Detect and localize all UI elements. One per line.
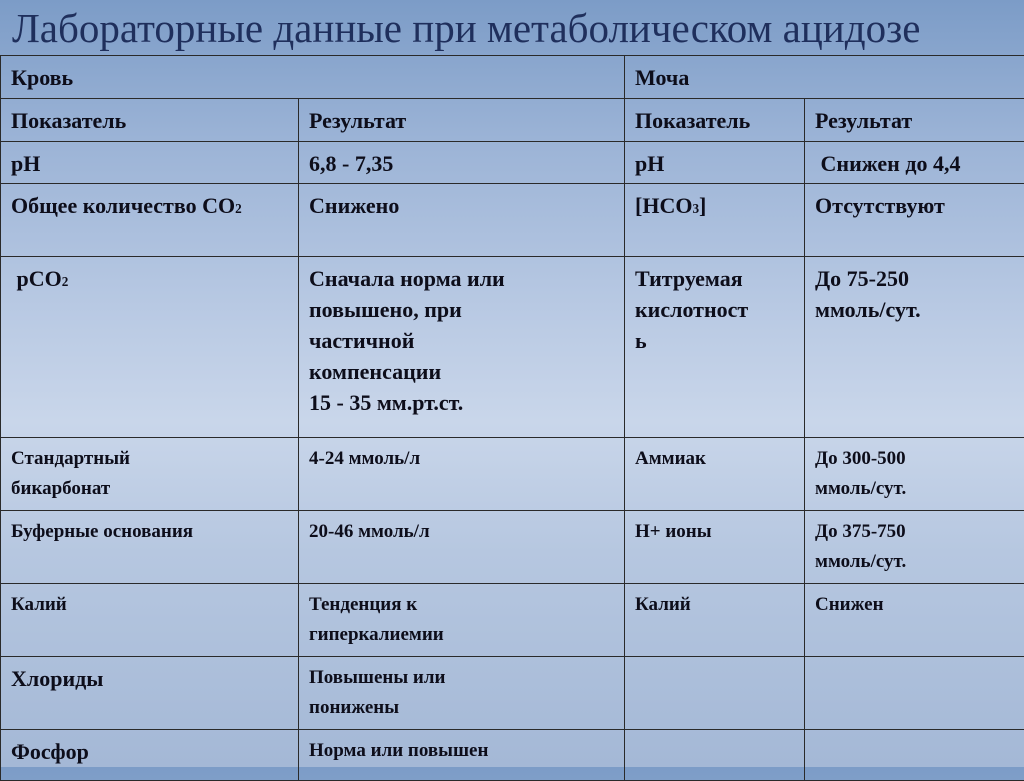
table-row-headers <box>1 99 1024 142</box>
result-line: 15 - 35 мм.рт.ст. <box>309 387 614 418</box>
header-blood-result: Результат <box>299 99 625 142</box>
result-line: ммоль/сут. <box>815 547 1014 577</box>
blood-indicator: pH <box>1 142 299 184</box>
urine-indicator <box>625 184 805 257</box>
result-line: До 300-500 <box>815 444 1014 474</box>
urine-result: Снижен <box>805 584 1024 657</box>
urine-result: Отсутствуют <box>805 184 1024 257</box>
subscript: 2 <box>62 274 69 289</box>
urine-result: Снижен до 4,4 <box>805 142 1024 184</box>
table-row <box>1 584 1024 657</box>
blood-result <box>299 257 625 438</box>
result-line: Сначала норма или <box>309 263 614 294</box>
urine-result <box>805 257 1024 438</box>
subscript: 2 <box>235 201 242 216</box>
blood-indicator: Буферные основания <box>1 511 299 584</box>
table-row-groups <box>1 56 1024 99</box>
indicator-line: Стандартный <box>11 444 288 474</box>
result-line: понижены <box>309 693 614 723</box>
table-row <box>1 438 1024 511</box>
header-blood-indicator: Показатель <box>1 99 299 142</box>
blood-indicator: Хлориды <box>1 657 299 730</box>
indicator-text: pCO <box>11 266 62 291</box>
result-line: Тенденция к <box>309 590 614 620</box>
urine-indicator: H+ ионы <box>625 511 805 584</box>
table-row <box>1 730 1024 781</box>
header-urine-indicator: Показатель <box>625 99 805 142</box>
result-line: ммоль/сут. <box>815 474 1014 504</box>
result-line: ммоль/сут. <box>815 294 1014 325</box>
indicator-text-end: ] <box>699 193 706 218</box>
blood-result: 4-24 ммоль/л <box>299 438 625 511</box>
indicator-text: Общее количество СО <box>11 193 235 218</box>
blood-result <box>299 657 625 730</box>
blood-result: 6,8 - 7,35 <box>299 142 625 184</box>
result-line: частичной <box>309 325 614 356</box>
blood-indicator <box>1 257 299 438</box>
table-row <box>1 511 1024 584</box>
table-row <box>1 142 1024 184</box>
slide-title: Лабораторные данные при метаболическом ацидозе <box>12 4 921 52</box>
result-line: компенсации <box>309 356 614 387</box>
group-header-urine: Моча <box>625 56 1024 99</box>
result-line: гиперкалиемии <box>309 620 614 650</box>
urine-indicator <box>625 257 805 438</box>
table-row <box>1 184 1024 257</box>
indicator-line: бикарбонат <box>11 474 288 504</box>
result-line: До 375-750 <box>815 517 1014 547</box>
blood-result <box>299 584 625 657</box>
result-line: До 75-250 <box>815 263 1014 294</box>
blood-indicator <box>1 438 299 511</box>
table-row <box>1 657 1024 730</box>
urine-indicator <box>625 730 805 781</box>
indicator-text: [HCO <box>635 193 692 218</box>
header-urine-result: Результат <box>805 99 1024 142</box>
result-line: повышено, при <box>309 294 614 325</box>
indicator-line: ь <box>635 325 794 356</box>
urine-result <box>805 657 1024 730</box>
blood-indicator: Калий <box>1 584 299 657</box>
group-header-blood: Кровь <box>1 56 625 99</box>
urine-result <box>805 730 1024 781</box>
urine-indicator: Калий <box>625 584 805 657</box>
urine-result <box>805 511 1024 584</box>
subscript: 3 <box>692 201 699 216</box>
blood-indicator: Фосфор <box>1 730 299 781</box>
urine-indicator <box>625 657 805 730</box>
urine-indicator: pH <box>625 142 805 184</box>
indicator-line: Титруемая <box>635 263 794 294</box>
blood-result: 20-46 ммоль/л <box>299 511 625 584</box>
lab-data-table <box>0 55 1024 781</box>
table-row <box>1 257 1024 438</box>
urine-result <box>805 438 1024 511</box>
indicator-line: кислотност <box>635 294 794 325</box>
urine-indicator: Аммиак <box>625 438 805 511</box>
result-line: Повышены или <box>309 663 614 693</box>
blood-indicator <box>1 184 299 257</box>
blood-result: Норма или повышен <box>299 730 625 781</box>
blood-result: Снижено <box>299 184 625 257</box>
